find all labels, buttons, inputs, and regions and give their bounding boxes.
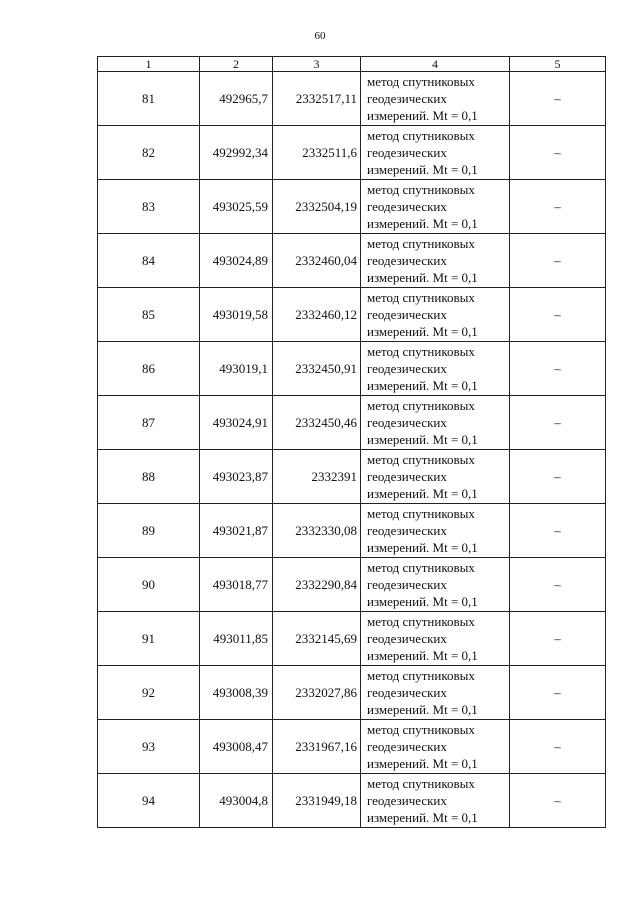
y-coordinate-cell: 2332027,86 [273, 666, 361, 720]
note-cell: – [510, 612, 606, 666]
x-coordinate-cell: 492992,34 [200, 126, 273, 180]
method-text-line: геодезических [367, 793, 447, 808]
method-cell [361, 504, 510, 558]
table-row [98, 558, 606, 612]
method-text-line: геодезических [367, 145, 447, 160]
method-text-line: геодезических [367, 253, 447, 268]
table-row [98, 234, 606, 288]
y-coordinate-cell: 2332460,04 [273, 234, 361, 288]
method-text-line: геодезических [367, 739, 447, 754]
method-cell [361, 612, 510, 666]
note-cell: – [510, 504, 606, 558]
method-text-line: измерений. Mt = 0,1 [367, 594, 478, 609]
coordinates-table [97, 56, 606, 828]
x-coordinate-cell: 493025,59 [200, 180, 273, 234]
method-cell [361, 72, 510, 126]
note-cell: – [510, 342, 606, 396]
y-coordinate-cell: 2332511,6 [273, 126, 361, 180]
table-body [98, 72, 606, 828]
table-row [98, 774, 606, 828]
note-cell: – [510, 126, 606, 180]
table-row [98, 342, 606, 396]
y-coordinate-cell: 2331949,18 [273, 774, 361, 828]
method-cell [361, 396, 510, 450]
point-number-cell: 82 [98, 126, 200, 180]
method-cell [361, 234, 510, 288]
method-text-line: геодезических [367, 415, 447, 430]
header-col-3: 3 [273, 57, 361, 72]
method-text-line: метод спутниковых [367, 668, 475, 683]
point-number-cell: 86 [98, 342, 200, 396]
method-text-line: измерений. Mt = 0,1 [367, 540, 478, 555]
y-coordinate-cell: 2332290,84 [273, 558, 361, 612]
method-cell [361, 774, 510, 828]
point-number-cell: 93 [98, 720, 200, 774]
x-coordinate-cell: 493023,87 [200, 450, 273, 504]
method-text-line: измерений. Mt = 0,1 [367, 216, 478, 231]
point-number-cell: 81 [98, 72, 200, 126]
table-row [98, 396, 606, 450]
table-row [98, 450, 606, 504]
x-coordinate-cell: 493011,85 [200, 612, 273, 666]
y-coordinate-cell: 2332450,46 [273, 396, 361, 450]
method-cell [361, 450, 510, 504]
note-cell: – [510, 396, 606, 450]
point-number-cell: 83 [98, 180, 200, 234]
note-cell: – [510, 288, 606, 342]
method-text-line: измерений. Mt = 0,1 [367, 648, 478, 663]
method-text-line: геодезических [367, 91, 447, 106]
note-cell: – [510, 450, 606, 504]
header-col-2: 2 [200, 57, 273, 72]
method-text-line: метод спутниковых [367, 128, 475, 143]
method-text-line: измерений. Mt = 0,1 [367, 108, 478, 123]
method-text-line: метод спутниковых [367, 560, 475, 575]
method-text-line: измерений. Mt = 0,1 [367, 162, 478, 177]
header-col-5: 5 [510, 57, 606, 72]
method-text-line: измерений. Mt = 0,1 [367, 756, 478, 771]
note-cell: – [510, 774, 606, 828]
table-row [98, 504, 606, 558]
table-row [98, 720, 606, 774]
table-row [98, 666, 606, 720]
header-col-4: 4 [361, 57, 510, 72]
table-row [98, 612, 606, 666]
page-number: 60 [314, 30, 326, 42]
y-coordinate-cell: 2332504,19 [273, 180, 361, 234]
x-coordinate-cell: 493008,47 [200, 720, 273, 774]
table-row [98, 72, 606, 126]
note-cell: – [510, 180, 606, 234]
x-coordinate-cell: 493018,77 [200, 558, 273, 612]
point-number-cell: 84 [98, 234, 200, 288]
point-number-cell: 89 [98, 504, 200, 558]
method-text-line: геодезических [367, 631, 447, 646]
point-number-cell: 88 [98, 450, 200, 504]
method-cell [361, 666, 510, 720]
method-text-line: геодезических [367, 685, 447, 700]
y-coordinate-cell: 2332330,08 [273, 504, 361, 558]
note-cell: – [510, 720, 606, 774]
method-text-line: метод спутниковых [367, 290, 475, 305]
method-text-line: измерений. Mt = 0,1 [367, 702, 478, 717]
method-text-line: геодезических [367, 199, 447, 214]
method-text-line: метод спутниковых [367, 722, 475, 737]
x-coordinate-cell: 493024,89 [200, 234, 273, 288]
y-coordinate-cell: 2332460,12 [273, 288, 361, 342]
y-coordinate-cell: 2332145,69 [273, 612, 361, 666]
x-coordinate-cell: 493004,8 [200, 774, 273, 828]
y-coordinate-cell: 2331967,16 [273, 720, 361, 774]
point-number-cell: 87 [98, 396, 200, 450]
point-number-cell: 94 [98, 774, 200, 828]
method-cell [361, 126, 510, 180]
method-text-line: метод спутниковых [367, 398, 475, 413]
method-text-line: геодезических [367, 361, 447, 376]
method-text-line: метод спутниковых [367, 506, 475, 521]
method-cell [361, 180, 510, 234]
method-cell [361, 288, 510, 342]
x-coordinate-cell: 493019,1 [200, 342, 273, 396]
method-text-line: измерений. Mt = 0,1 [367, 810, 478, 825]
method-text-line: геодезических [367, 577, 447, 592]
point-number-cell: 90 [98, 558, 200, 612]
point-number-cell: 91 [98, 612, 200, 666]
method-text-line: измерений. Mt = 0,1 [367, 270, 478, 285]
note-cell: – [510, 558, 606, 612]
method-text-line: геодезических [367, 307, 447, 322]
x-coordinate-cell: 493019,58 [200, 288, 273, 342]
x-coordinate-cell: 492965,7 [200, 72, 273, 126]
table-row [98, 288, 606, 342]
y-coordinate-cell: 2332517,11 [273, 72, 361, 126]
method-text-line: метод спутниковых [367, 74, 475, 89]
method-text-line: измерений. Mt = 0,1 [367, 324, 478, 339]
header-row [98, 57, 606, 72]
method-cell [361, 558, 510, 612]
table-header [98, 57, 606, 72]
method-text-line: измерений. Mt = 0,1 [367, 378, 478, 393]
method-text-line: метод спутниковых [367, 236, 475, 251]
method-text-line: геодезических [367, 523, 447, 538]
x-coordinate-cell: 493024,91 [200, 396, 273, 450]
point-number-cell: 92 [98, 666, 200, 720]
y-coordinate-cell: 2332391 [273, 450, 361, 504]
x-coordinate-cell: 493008,39 [200, 666, 273, 720]
method-text-line: метод спутниковых [367, 452, 475, 467]
method-text-line: метод спутниковых [367, 776, 475, 791]
note-cell: – [510, 72, 606, 126]
method-cell [361, 342, 510, 396]
header-col-1: 1 [98, 57, 200, 72]
method-cell [361, 720, 510, 774]
method-text-line: метод спутниковых [367, 614, 475, 629]
y-coordinate-cell: 2332450,91 [273, 342, 361, 396]
point-number-cell: 85 [98, 288, 200, 342]
method-text-line: измерений. Mt = 0,1 [367, 432, 478, 447]
method-text-line: измерений. Mt = 0,1 [367, 486, 478, 501]
method-text-line: метод спутниковых [367, 344, 475, 359]
x-coordinate-cell: 493021,87 [200, 504, 273, 558]
table-row [98, 180, 606, 234]
method-text-line: метод спутниковых [367, 182, 475, 197]
table-row [98, 126, 606, 180]
note-cell: – [510, 234, 606, 288]
method-text-line: геодезических [367, 469, 447, 484]
note-cell: – [510, 666, 606, 720]
